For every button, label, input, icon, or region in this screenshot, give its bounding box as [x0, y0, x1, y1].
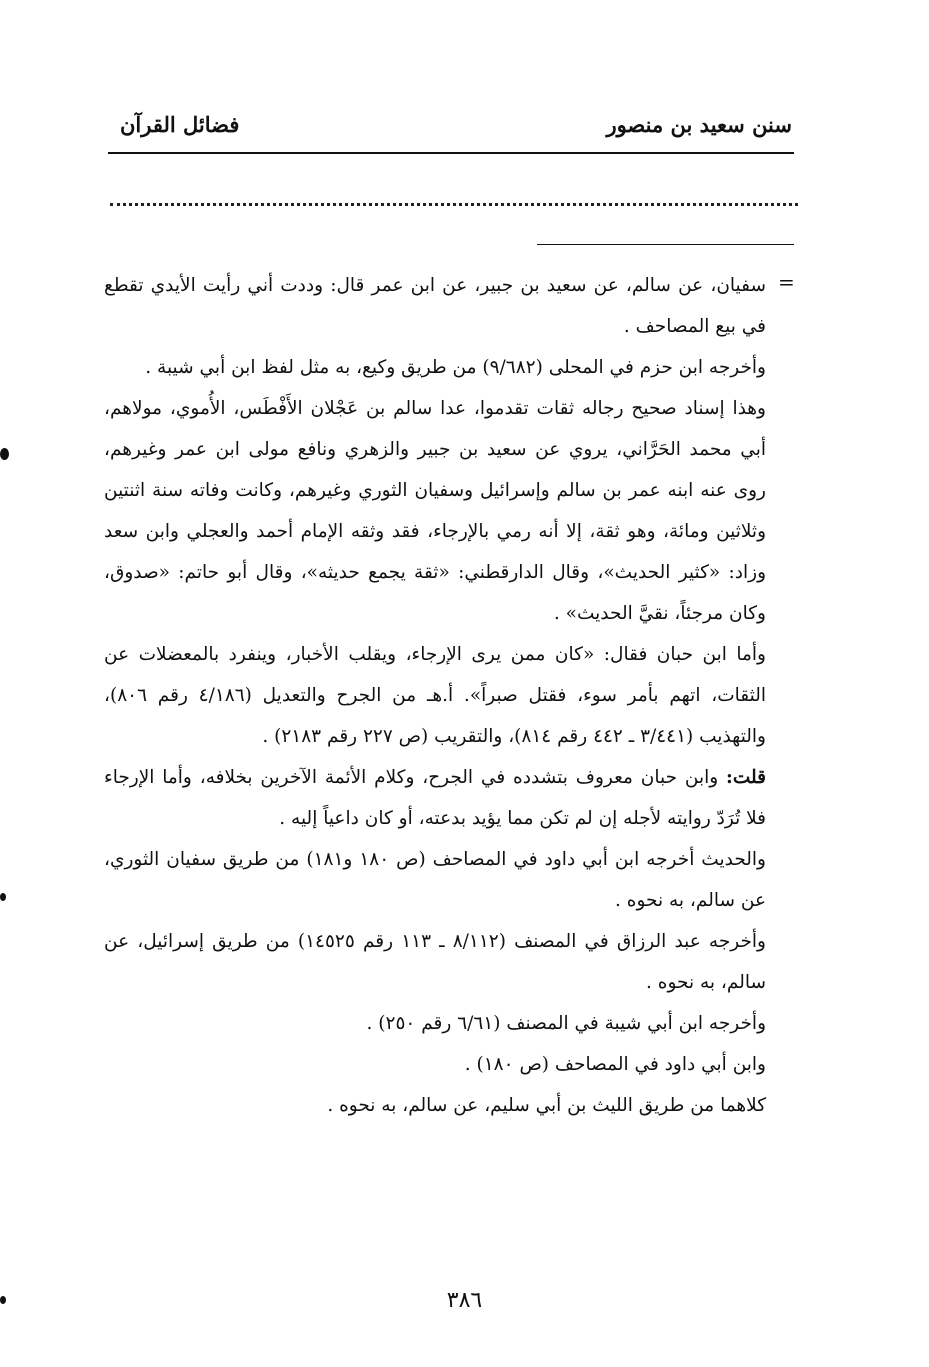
- paragraph: سفيان، عن سالم، عن سعيد بن جبير، عن ابن عمر قال: وددت أني رأيت الأيدي تقطع في بيع المصاحف .: [104, 275, 766, 337]
- paragraph: وابن أبي داود في المصاحف (ص ١٨٠) .: [464, 1054, 766, 1075]
- paragraph: وأخرجه ابن حزم في المحلى (٩/٦٨٢) من طريق وكيع، به مثل لفظ ابن أبي شيبة .: [145, 357, 766, 378]
- paragraph: كلاهما من طريق الليث بن أبي سليم، عن سالم، به نحوه .: [327, 1095, 766, 1116]
- continuation-mark: =: [778, 270, 795, 294]
- header-rule: [108, 152, 794, 154]
- paragraph: وأما ابن حبان فقال: «كان ممن يرى الإرجاء، ويقلب الأخبار، وينفرد بالمعضلات عن الثقات، اتهم بأمر سوء، فقتل صبراً». أ.هـ من الجرح والتعديل (٤/١٨٦ رقم ٨٠٦)، والتهذيب (٣/٤٤١ ـ ٤٤٢ رقم ٨١٤)، والتقريب (ص ٢٢٧ رقم ٢١٨٣) .: [104, 644, 766, 747]
- paragraph: [104, 757, 766, 839]
- running-header-chapter-title: فضائل القرآن: [120, 112, 240, 137]
- scan-speck: [0, 893, 6, 901]
- scan-speck: [0, 1296, 6, 1304]
- footnote-rule: [537, 244, 794, 245]
- paragraph: وأخرجه ابن أبي شيبة في المصنف (٦/٦١ رقم ٢٥٠) .: [366, 1013, 766, 1034]
- paragraph: والحديث أخرجه ابن أبي داود في المصاحف (ص ١٨٠ و١٨١) من طريق سفيان الثوري، عن سالم، به نحوه .: [104, 849, 766, 911]
- page-number: ٣٨٦: [446, 1288, 483, 1313]
- paragraph-lead-word: قلت:: [726, 767, 766, 788]
- running-header-book-title: سنن سعيد بن منصور: [606, 112, 792, 137]
- scan-speck: [0, 448, 9, 460]
- paragraph: وأخرجه عبد الرزاق في المصنف (٨/١١٢ ـ ١١٣ رقم ١٤٥٢٥) من طريق إسرائيل، عن سالم، به نحوه .: [104, 931, 766, 993]
- paragraph: وهذا إسناد صحيح رجاله ثقات تقدموا، عدا سالم بن عَجْلان الأَفْطَس، الأُموي، مولاهم، أبي محمد الحَرَّاني، يروي عن سعيد بن جبير والزهري ونافع مولى ابن عمر وغيرهم، روى عنه ابنه عمر بن سالم وإسرائيل وسفيان الثوري وغيرهم، وكانت وفاته سنة اثنتين وثلاثين ومائة، وهو ثقة، إلا أنه رمي بالإرجاء، فقد وثقه الإمام أحمد والعجلي وابن سعد وزاد: «كثير الحديث»، وقال الدارقطني: «ثقة يجمع حديثه»، وقال أبو حاتم: «صدوق، وكان مرجئاً، نقيَّ الحديث» .: [104, 398, 766, 624]
- paragraph-text: وابن حبان معروف بتشدده في الجرح، وكلام الأئمة الآخرين بخلافه، وأما الإرجاء فلا تُرَدّ روايته لأجله إن لم تكن مما يؤيد بدعته، أو كان داعياً إليه .: [104, 767, 766, 829]
- dotted-separator: [110, 203, 798, 206]
- footnote-body: [104, 265, 766, 1126]
